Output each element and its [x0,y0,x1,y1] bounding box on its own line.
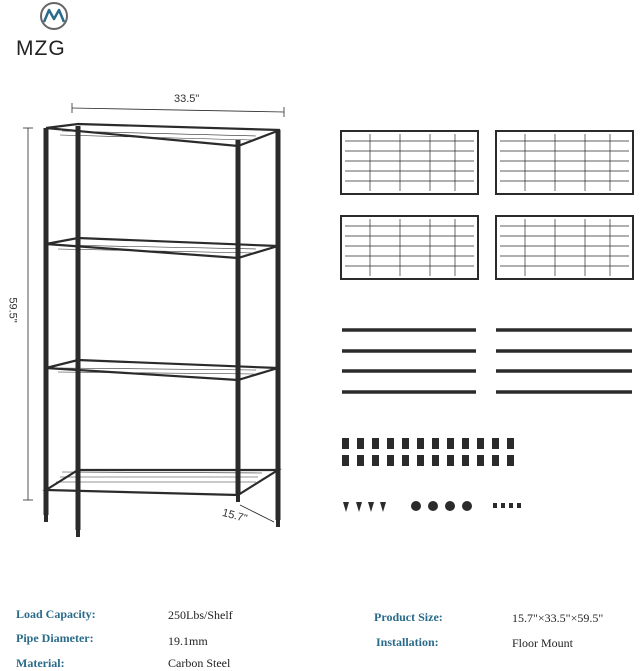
spec-load-capacity-value: 250Lbs/Shelf [168,608,233,622]
spec-installation-label: Installation: [376,635,439,649]
spec-material-value: Carbon Steel [168,656,231,670]
spec-product-size-value: 15.7"×33.5"×59.5" [512,611,604,625]
spec-pipe-diameter-label: Pipe Diameter: [16,631,94,645]
brand-name: MZG [16,37,66,60]
width-dimension: 33.5" [174,93,200,105]
spec-installation-value: Floor Mount [512,636,574,650]
depth-dimension: 15.7" [220,506,249,526]
spec-material-label: Material: [16,656,65,670]
spec-load-capacity-label: Load Capacity: [16,607,96,621]
spec-product-size-label: Product Size: [374,610,443,624]
spec-pipe-diameter-value: 19.1mm [168,634,208,648]
height-dimension: 59.5" [6,297,19,323]
